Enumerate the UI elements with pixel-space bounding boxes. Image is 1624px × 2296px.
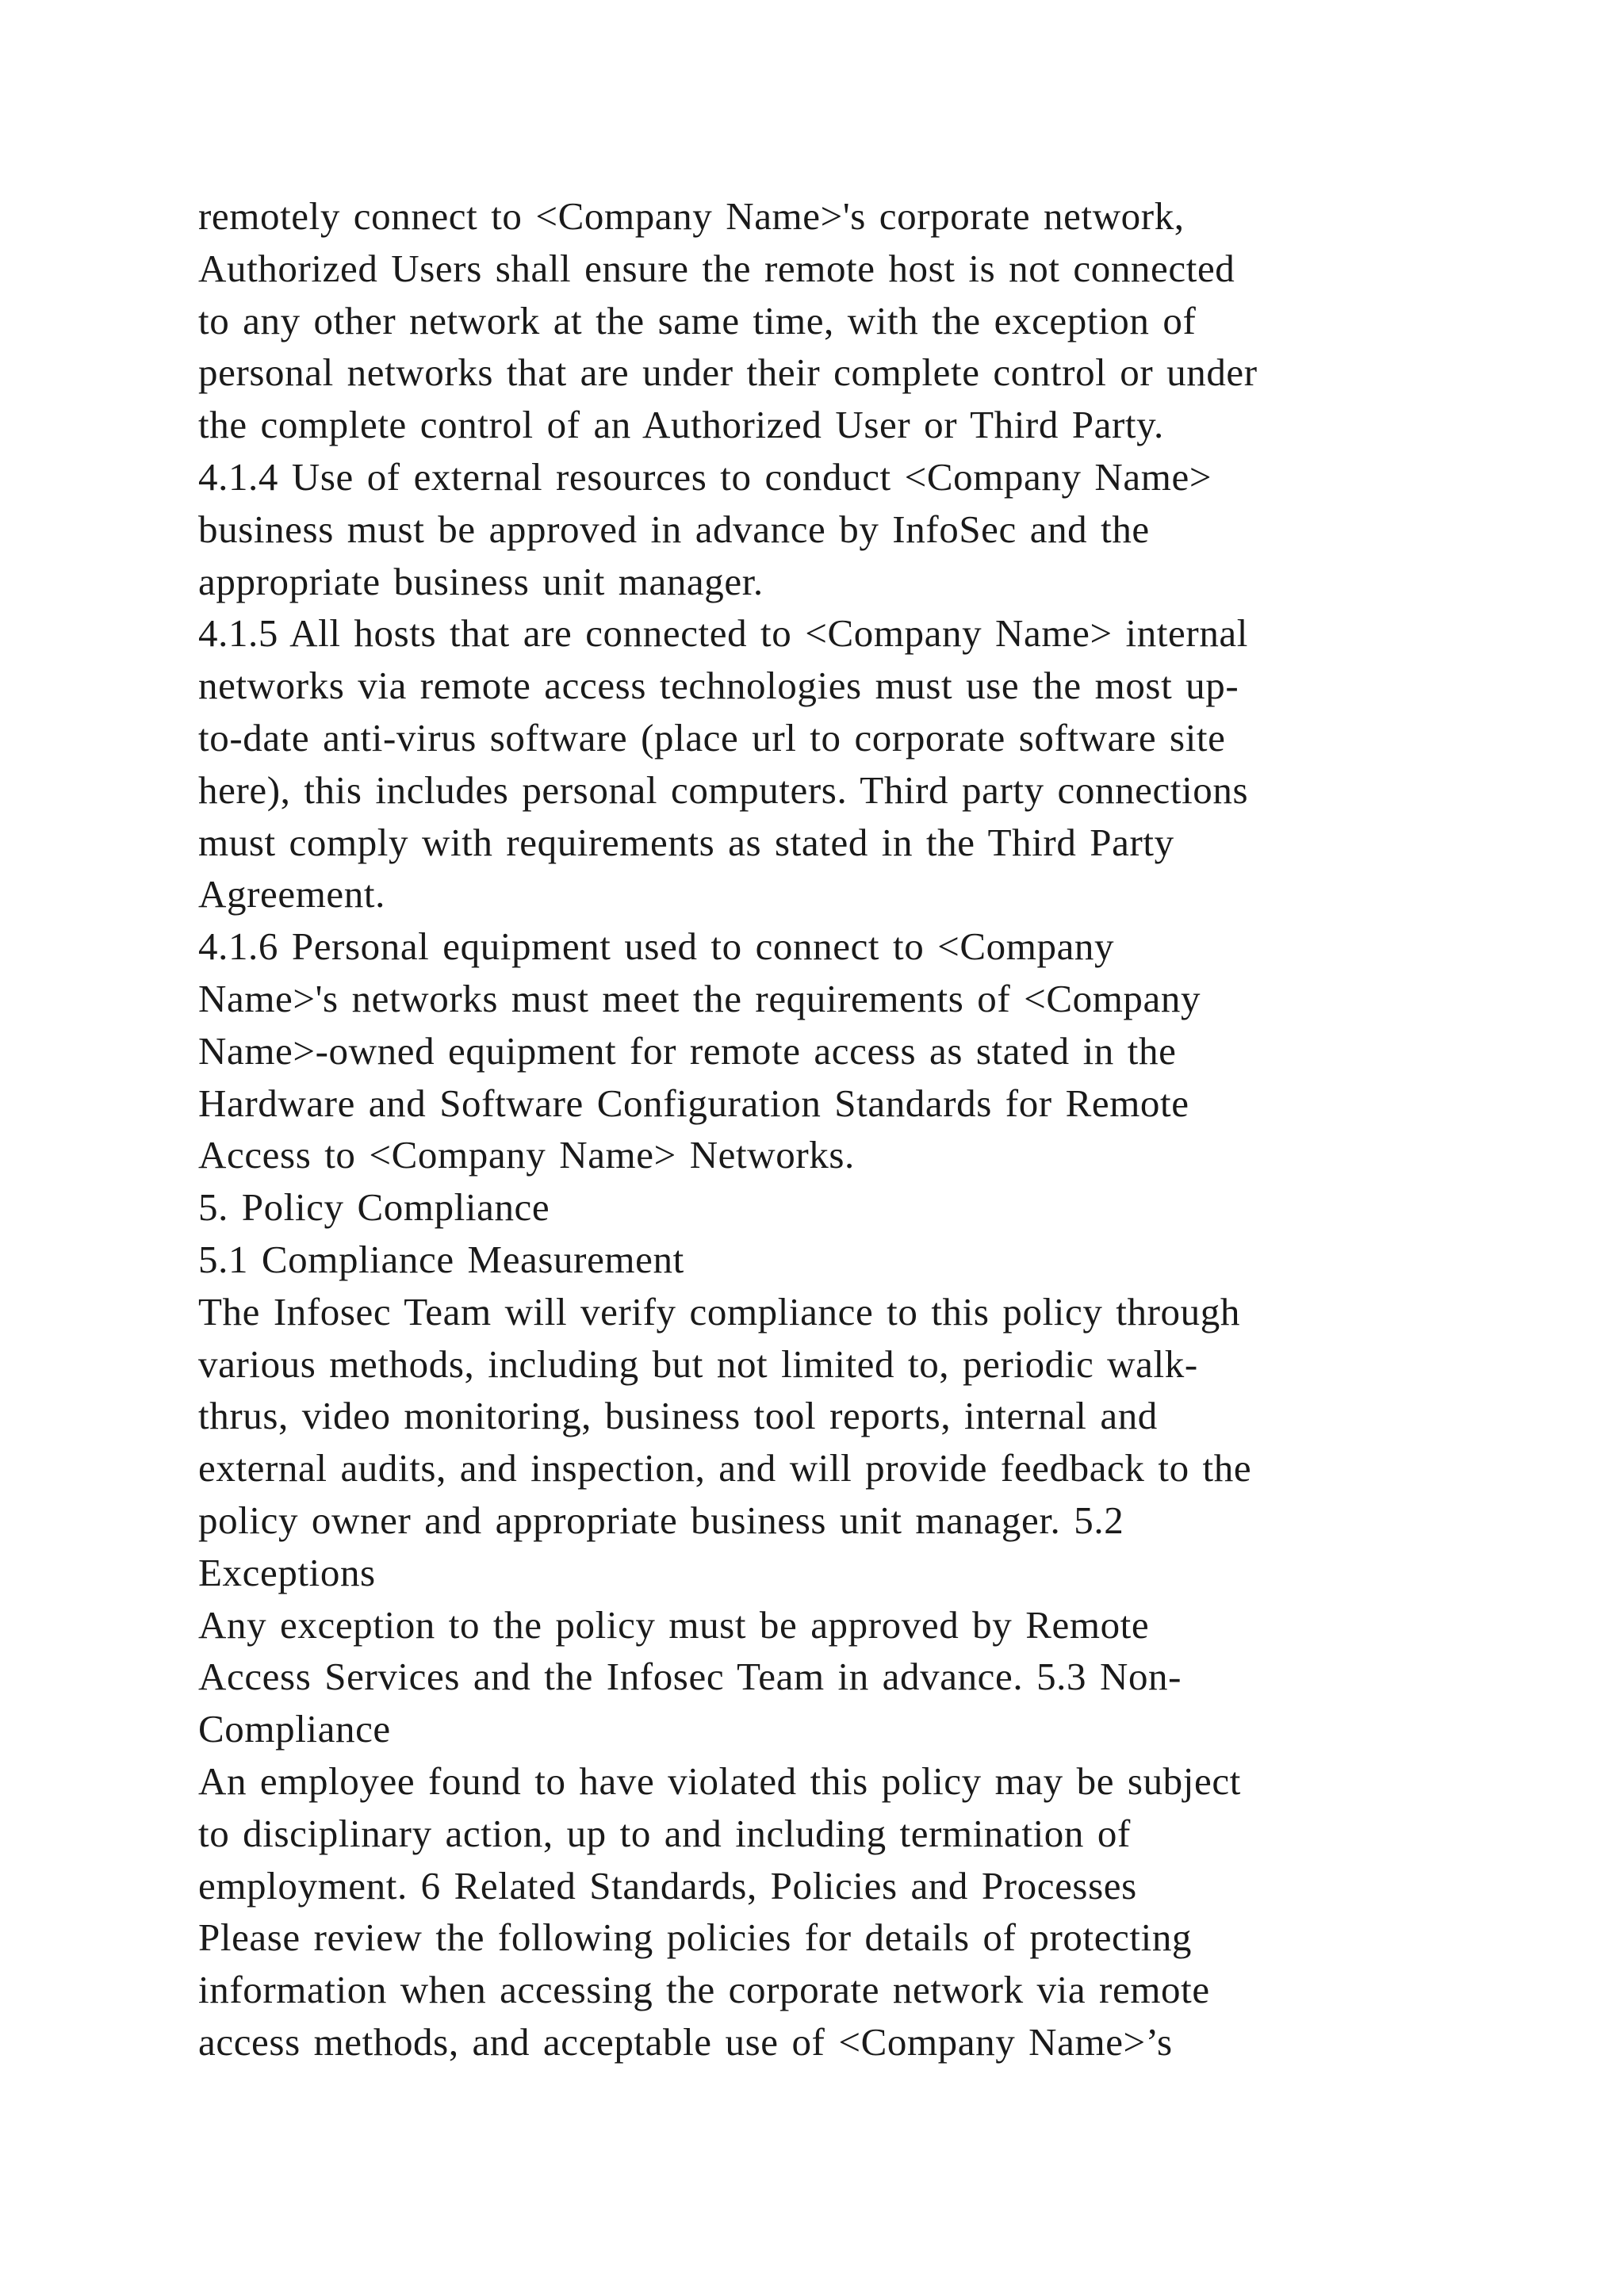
text-line: thrus, video monitoring, business tool reports, internal and <box>198 1394 1158 1438</box>
text-line: business must be approved in advance by InfoSec and the <box>198 507 1150 551</box>
subsection-heading: 5.1 Compliance Measurement <box>198 1237 684 1281</box>
text-line: to any other network at the same time, with the exception of <box>198 298 1197 342</box>
text-line: external audits, and inspection, and will provide feedback to the <box>198 1446 1252 1490</box>
text-line: remotely connect to <Company Name>'s corporate network, <box>198 194 1185 238</box>
text-line: Agreement. <box>198 872 385 916</box>
text-line: Hardware and Software Configuration Standards for Remote <box>198 1081 1189 1125</box>
text-line: access methods, and acceptable use of <Company Name>’s <box>198 2019 1173 2064</box>
text-line: Name>-owned equipment for remote access as stated in the <box>198 1028 1177 1073</box>
text-line: Access to <Company Name> Networks. <box>198 1133 855 1177</box>
document-body <box>198 190 1507 2068</box>
text-line: 4.1.4 Use of external resources to conduct <Company Name> <box>198 454 1212 499</box>
text-line: 4.1.6 Personal equipment used to connect to <Company <box>198 924 1115 969</box>
text-line: policy owner and appropriate business unit manager. 5.2 <box>198 1498 1124 1542</box>
text-line: personal networks that are under their complete control or under <box>198 350 1258 395</box>
text-line: networks via remote access technologies must use the most up- <box>198 664 1239 708</box>
text-line: to disciplinary action, up to and including termination of <box>198 1811 1131 1855</box>
text-line: Name>'s networks must meet the requirements of <Company <box>198 976 1201 1020</box>
text-line: Authorized Users shall ensure the remote host is not connected <box>198 246 1235 290</box>
subsection-heading: Compliance <box>198 1707 391 1751</box>
text-line: employment. 6 Related Standards, Policies and Processes <box>198 1863 1137 1908</box>
text-line: appropriate business unit manager. <box>198 559 764 603</box>
text-line: various methods, including but not limited to, periodic walk- <box>198 1341 1198 1386</box>
text-line: the complete control of an Authorized User or Third Party. <box>198 403 1164 447</box>
subsection-heading: Exceptions <box>198 1550 376 1594</box>
text-line: An employee found to have violated this policy may be subject <box>198 1758 1241 1803</box>
text-line: Access Services and the Infosec Team in advance. 5.3 Non- <box>198 1655 1182 1699</box>
text-line: Please review the following policies for details of protecting <box>198 1915 1193 1960</box>
text-line: information when accessing the corporate network via remote <box>198 1968 1210 2012</box>
text-line: Any exception to the policy must be approved by Remote <box>198 1602 1150 1647</box>
text-line: The Infosec Team will verify compliance to this policy through <box>198 1289 1240 1334</box>
text-line: 4.1.5 All hosts that are connected to <Company Name> internal <box>198 611 1248 656</box>
section-heading: 5. Policy Compliance <box>198 1185 550 1230</box>
text-line: here), this includes personal computers. Third party connections <box>198 767 1249 812</box>
text-line: to-date anti-virus software (place url to corporate software site <box>198 715 1226 760</box>
text-line: must comply with requirements as stated in the Third Party <box>198 820 1174 864</box>
